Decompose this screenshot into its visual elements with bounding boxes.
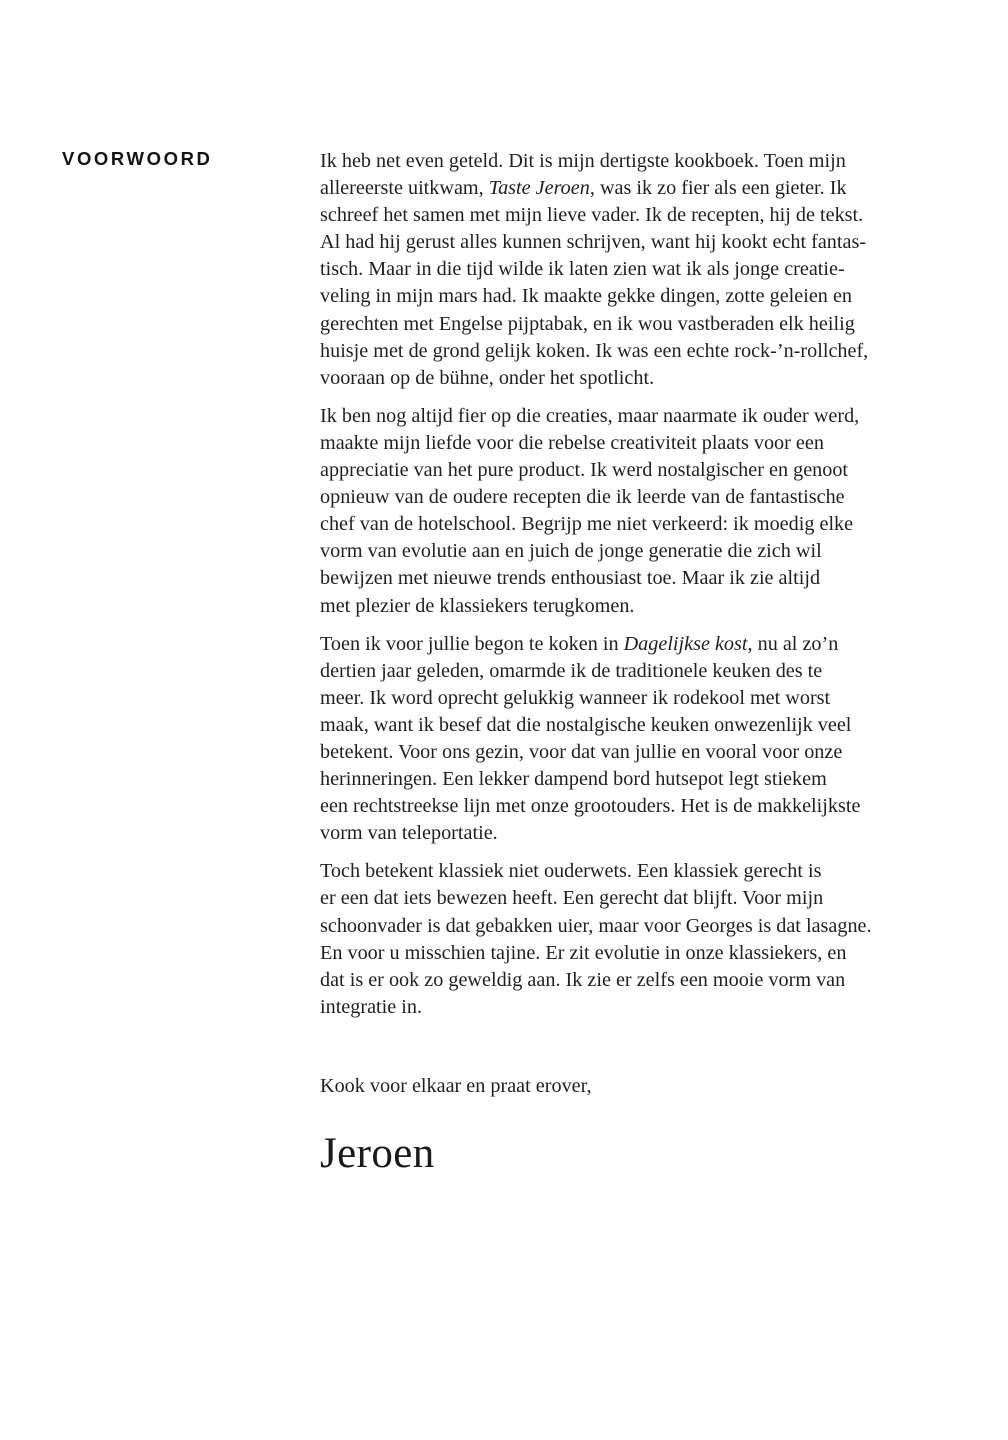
text-run: opnieuw van de oudere recepten die ik leerde van de fantastische [320, 486, 845, 509]
paragraph-1 [320, 148, 938, 392]
text-line [320, 913, 938, 940]
text-run: betekent. Voor ons gezin, voor dat van jullie en vooral voor onze [320, 740, 843, 763]
text-run: vooraan op de bühne, onder het spotlicht. [320, 366, 655, 389]
text-line [320, 593, 938, 620]
italic-title: Taste Jeroen [488, 177, 590, 200]
text-line [320, 820, 938, 847]
text-line [320, 365, 938, 392]
signature: Jeroen [320, 1130, 435, 1177]
text-run: dat is er ook zo geweldig aan. Ik zie er zelfs een mooie vorm van [320, 968, 846, 991]
text-line [320, 430, 938, 457]
text-run: meer. Ik word oprecht gelukkig wanneer ik rodekool met worst [320, 686, 831, 709]
text-run: maakte mijn liefde voor die rebelse creativiteit plaats voor een [320, 431, 824, 454]
text-line [320, 766, 938, 793]
paragraph-3 [320, 631, 938, 848]
text-run: er een dat iets bewezen heeft. Een gerecht dat blijft. Voor mijn [320, 887, 824, 910]
text-line [320, 538, 938, 565]
text-run: Ik ben nog altijd fier op die creaties, maar naarmate ik ouder werd, [320, 404, 860, 427]
text-run: En voor u misschien tajine. Er zit evolutie in onze klassiekers, en [320, 941, 847, 964]
text-line [320, 457, 938, 484]
text-line [320, 484, 938, 511]
text-run: Toen ik voor jullie begon te koken in [320, 632, 624, 655]
text-run: schoonvader is dat gebakken uier, maar voor Georges is dat lasagne. [320, 914, 872, 937]
text-run: chef van de hotelschool. Begrijp me niet verkeerd: ik moedig elke [320, 513, 854, 536]
text-run: Ik heb net even geteld. Dit is mijn dertigste kookboek. Toen mijn [320, 150, 846, 172]
text-line [320, 229, 938, 256]
text-run: appreciatie van het pure product. Ik werd nostalgischer en genoot [320, 459, 849, 482]
paragraph-4 [320, 858, 938, 1021]
italic-title: Dagelijkse kost [623, 632, 748, 655]
text-line [320, 994, 938, 1021]
paragraph-list [320, 148, 938, 1021]
text-run: vorm van evolutie aan en juich de jonge generatie die zich wil [320, 540, 822, 563]
text-line [320, 148, 938, 175]
text-run: maak, want ik besef dat die nostalgische keuken onwezenlijk veel [320, 713, 852, 736]
text-line [320, 338, 938, 365]
text-line [320, 858, 938, 885]
text-line [320, 793, 938, 820]
text-line [320, 940, 938, 967]
text-run: tisch. Maar in die tijd wilde ik laten zien wat ik als jonge creatie- [320, 258, 845, 281]
text-run: een rechtstreekse lijn met onze grootouders. Het is de makkelijkste [320, 795, 861, 818]
text-line [320, 175, 938, 202]
text-line [320, 256, 938, 283]
text-line [320, 739, 938, 766]
text-line [320, 511, 938, 538]
text-run: integratie in. [320, 995, 423, 1018]
text-line [320, 967, 938, 994]
text-run: , nu al zo’n [747, 632, 839, 655]
text-line [320, 311, 938, 338]
paragraph-2 [320, 403, 938, 620]
text-line [320, 658, 938, 685]
text-line [320, 283, 938, 310]
text-run: herinneringen. Een lekker dampend bord hutsepot legt stiekem [320, 768, 827, 791]
text-run: , was ik zo fier als een gieter. Ik [589, 177, 847, 200]
text-run: bewijzen met nieuwe trends enthousiast toe. Maar ik zie altijd [320, 567, 821, 590]
text-line [320, 685, 938, 712]
text-run: met plezier de klassiekers terugkomen. [320, 594, 635, 617]
text-line [320, 885, 938, 912]
text-run: dertien jaar geleden, omarmde ik de traditionele keuken des te [320, 659, 823, 682]
text-run: Al had hij gerust alles kunnen schrijven, want hij kookt echt fantas- [320, 231, 867, 254]
text-line [320, 631, 938, 658]
body-text-column [320, 148, 938, 1180]
text-run: allereerste uitkwam, [320, 177, 489, 200]
text-line [320, 202, 938, 229]
text-run: huisje met de grond gelijk koken. Ik was een echte rock-’n-rollchef, [320, 339, 869, 362]
text-run: gerechten met Engelse pijptabak, en ik wou vastberaden elk heilig [320, 312, 855, 335]
text-line [320, 403, 938, 430]
text-run: veling in mijn mars had. Ik maakte gekke dingen, zotte geleien en [320, 285, 852, 308]
text-line [320, 712, 938, 739]
page-title: VOORWOORD [62, 148, 213, 169]
text-run: schreef het samen met mijn lieve vader. Ik de recepten, hij de tekst. [320, 204, 864, 227]
text-run: Toch betekent klassiek niet ouderwets. Een klassiek gerecht is [320, 860, 822, 883]
text-run: vorm van teleportatie. [320, 822, 498, 845]
text-line [320, 565, 938, 592]
closing-line: Kook voor elkaar en praat erover, [320, 1074, 592, 1097]
